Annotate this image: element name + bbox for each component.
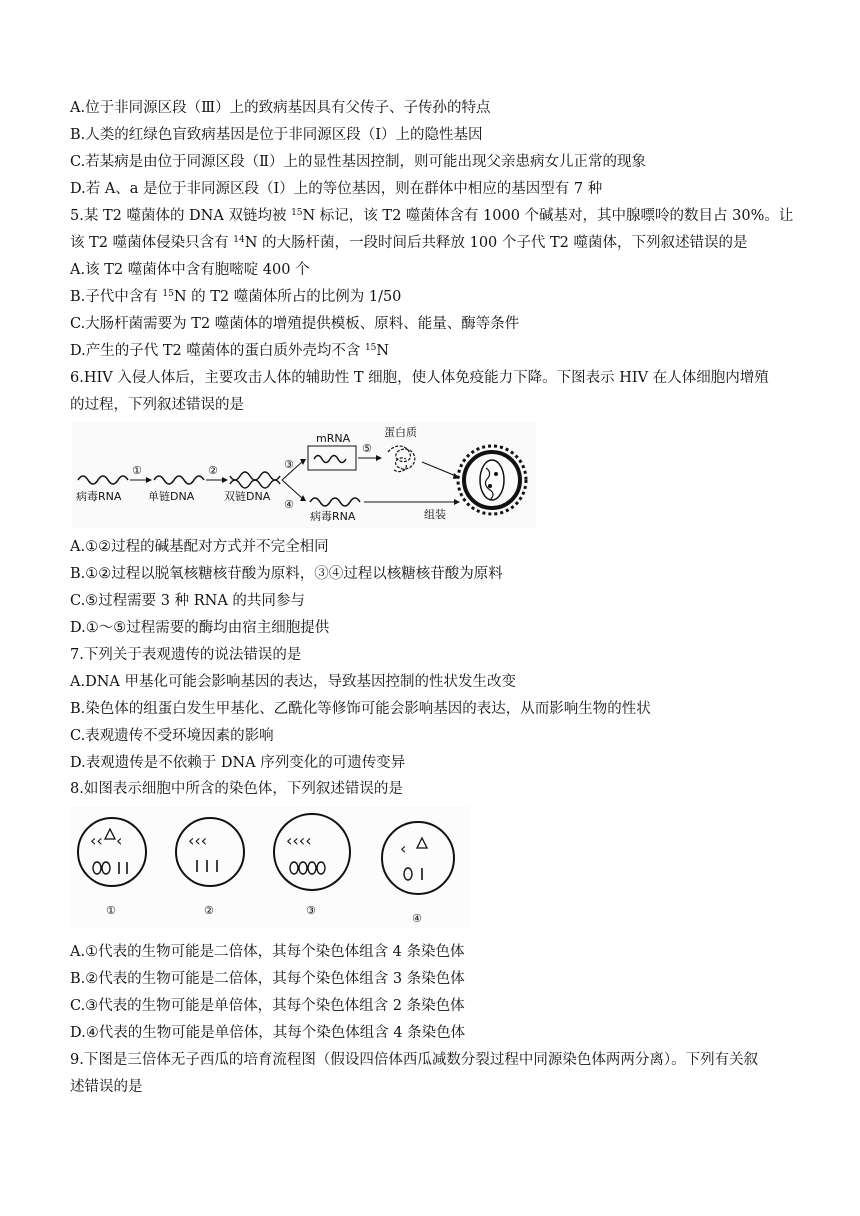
q7-option-d: D.表观遗传是不依赖于 DNA 序列变化的可遗传变异 <box>70 755 406 771</box>
q6-stem-line2: 的过程，下列叙述错误的是 <box>70 397 244 413</box>
q5-d-sup: 15 <box>364 343 377 353</box>
q8-stem: 8.如图表示细胞中所含的染色体，下列叙述错误的是 <box>70 781 403 797</box>
q5-d-text-a: D.产生的子代 T2 噬菌体的蛋白质外壳均不含 <box>70 343 365 359</box>
cell-4-label: ④ <box>412 912 422 925</box>
label-viral-rna: 病毒RNA <box>76 490 122 503</box>
step-3-marker: ③ <box>284 458 294 471</box>
label-mrna: mRNA <box>316 432 351 445</box>
step-2-marker: ② <box>208 464 218 477</box>
chromosome-cells-diagram <box>70 806 470 928</box>
label-ss-dna: 单链DNA <box>148 490 195 503</box>
q6-option-c: C.⑤过程需要 3 种 RNA 的共同参与 <box>70 593 305 609</box>
q7-stem: 7.下列关于表观遗传的说法错误的是 <box>70 647 302 663</box>
q5-stem1-sup: 15 <box>291 208 303 218</box>
q5-b-text-a: B.子代中含有 <box>70 289 163 305</box>
svg-text:‹: ‹ <box>400 839 407 858</box>
q8-option-d: D.④代表的生物可能是单倍体，其每个染色体组含 4 条染色体 <box>70 1025 466 1041</box>
q6-option-b: B.①②过程以脱氧核糖核苷酸为原料，③④过程以核糖核苷酸为原料 <box>70 566 503 582</box>
step-1-marker: ① <box>132 464 142 477</box>
cell-3-label: ③ <box>306 904 316 917</box>
q5-stem2-sup: 14 <box>233 235 245 245</box>
q8-option-c: C.③代表的生物可能是单倍体，其每个染色体组含 2 条染色体 <box>70 998 465 1014</box>
q5-stem1-text-a: 5.某 T2 噬菌体的 DNA 双链均被 <box>70 208 292 224</box>
label-ds-dna: 双链DNA <box>224 490 271 503</box>
step-4-marker: ④ <box>284 498 294 511</box>
q6-option-a: A.①②过程的碱基配对方式并不完全相同 <box>70 539 329 555</box>
q6-option-d: D.①～⑤过程需要的酶均由宿主细胞提供 <box>70 620 330 636</box>
q5-option-b <box>70 287 401 307</box>
q5-d-text-b: N <box>376 343 390 359</box>
q9-stem-line2: 述错误的是 <box>70 1079 143 1095</box>
label-assembly: 组装 <box>424 508 446 521</box>
svg-text:‹: ‹ <box>116 831 123 850</box>
hiv-replication-diagram <box>72 422 536 528</box>
q5-stem1-text-b: N 标记，该 T2 噬菌体含有 1000 个碱基对，其中腺嘌呤的数目占 30%。让 <box>302 208 794 224</box>
q5-option-a: A.该 T2 噬菌体中含有胞嘧啶 400 个 <box>70 262 310 278</box>
q5-option-d <box>70 341 389 361</box>
q5-option-c: C.大肠杆菌需要为 T2 噬菌体的增殖提供模板、原料、能量、酶等条件 <box>70 316 520 332</box>
svg-text:‹‹‹‹: ‹‹‹‹ <box>286 831 312 850</box>
label-viral-rna-2: 病毒RNA <box>310 510 356 523</box>
svg-text:‹‹‹: ‹‹‹ <box>188 831 208 850</box>
q4-option-b: B.人类的红绿色盲致病基因是位于非同源区段（Ⅰ）上的隐性基因 <box>70 127 483 143</box>
cell-2-label: ② <box>204 904 214 917</box>
q4-option-c: C.若某病是由位于同源区段（Ⅱ）上的显性基因控制，则可能出现父亲患病女儿正常的现象 <box>70 154 647 170</box>
q7-option-c: C.表观遗传不受环境因素的影响 <box>70 728 274 744</box>
q4-option-a: A.位于非同源区段（Ⅲ）上的致病基因具有父传子、子传孙的特点 <box>70 100 491 116</box>
q5-b-text-b: N 的 T2 噬菌体所占的比例为 1/50 <box>173 289 402 305</box>
q8-option-b: B.②代表的生物可能是二倍体，其每个染色体组含 3 条染色体 <box>70 971 465 987</box>
q5-stem2-text-b: N 的大肠杆菌，一段时间后共释放 100 个子代 T2 噬菌体，下列叙述错误的是 <box>244 235 748 251</box>
label-protein: 蛋白质 <box>384 426 417 439</box>
q5-stem-line1 <box>70 206 793 226</box>
cell-1-label: ① <box>106 904 116 917</box>
step-5-marker: ⑤ <box>362 442 372 455</box>
q5-b-sup: 15 <box>162 289 174 299</box>
q8-option-a: A.①代表的生物可能是二倍体，其每个染色体组含 4 条染色体 <box>70 944 465 960</box>
q7-option-a: A.DNA 甲基化可能会影响基因的表达，导致基因控制的性状发生改变 <box>70 674 516 690</box>
q5-stem2-text-a: 该 T2 噬菌体侵染只含有 <box>70 235 234 251</box>
q6-stem-line1: 6.HIV 入侵人体后，主要攻击人体的辅助性 T 细胞，使人体免疫能力下降。下图表示 HIV 在人体细胞内增殖 <box>70 370 769 386</box>
q5-stem-line2 <box>70 233 748 253</box>
svg-text:‹‹: ‹‹ <box>90 831 103 850</box>
q7-option-b: B.染色体的组蛋白发生甲基化、乙酰化等修饰可能会影响基因的表达，从而影响生物的性状 <box>70 701 651 717</box>
q4-option-d: D.若 A、a 是位于非同源区段（Ⅰ）上的等位基因，则在群体中相应的基因型有 7 种 <box>70 181 603 197</box>
q9-stem-line1: 9.下图是三倍体无子西瓜的培育流程图（假设四倍体西瓜减数分裂过程中同源染色体两两分离）。下列有关叙 <box>70 1052 759 1068</box>
